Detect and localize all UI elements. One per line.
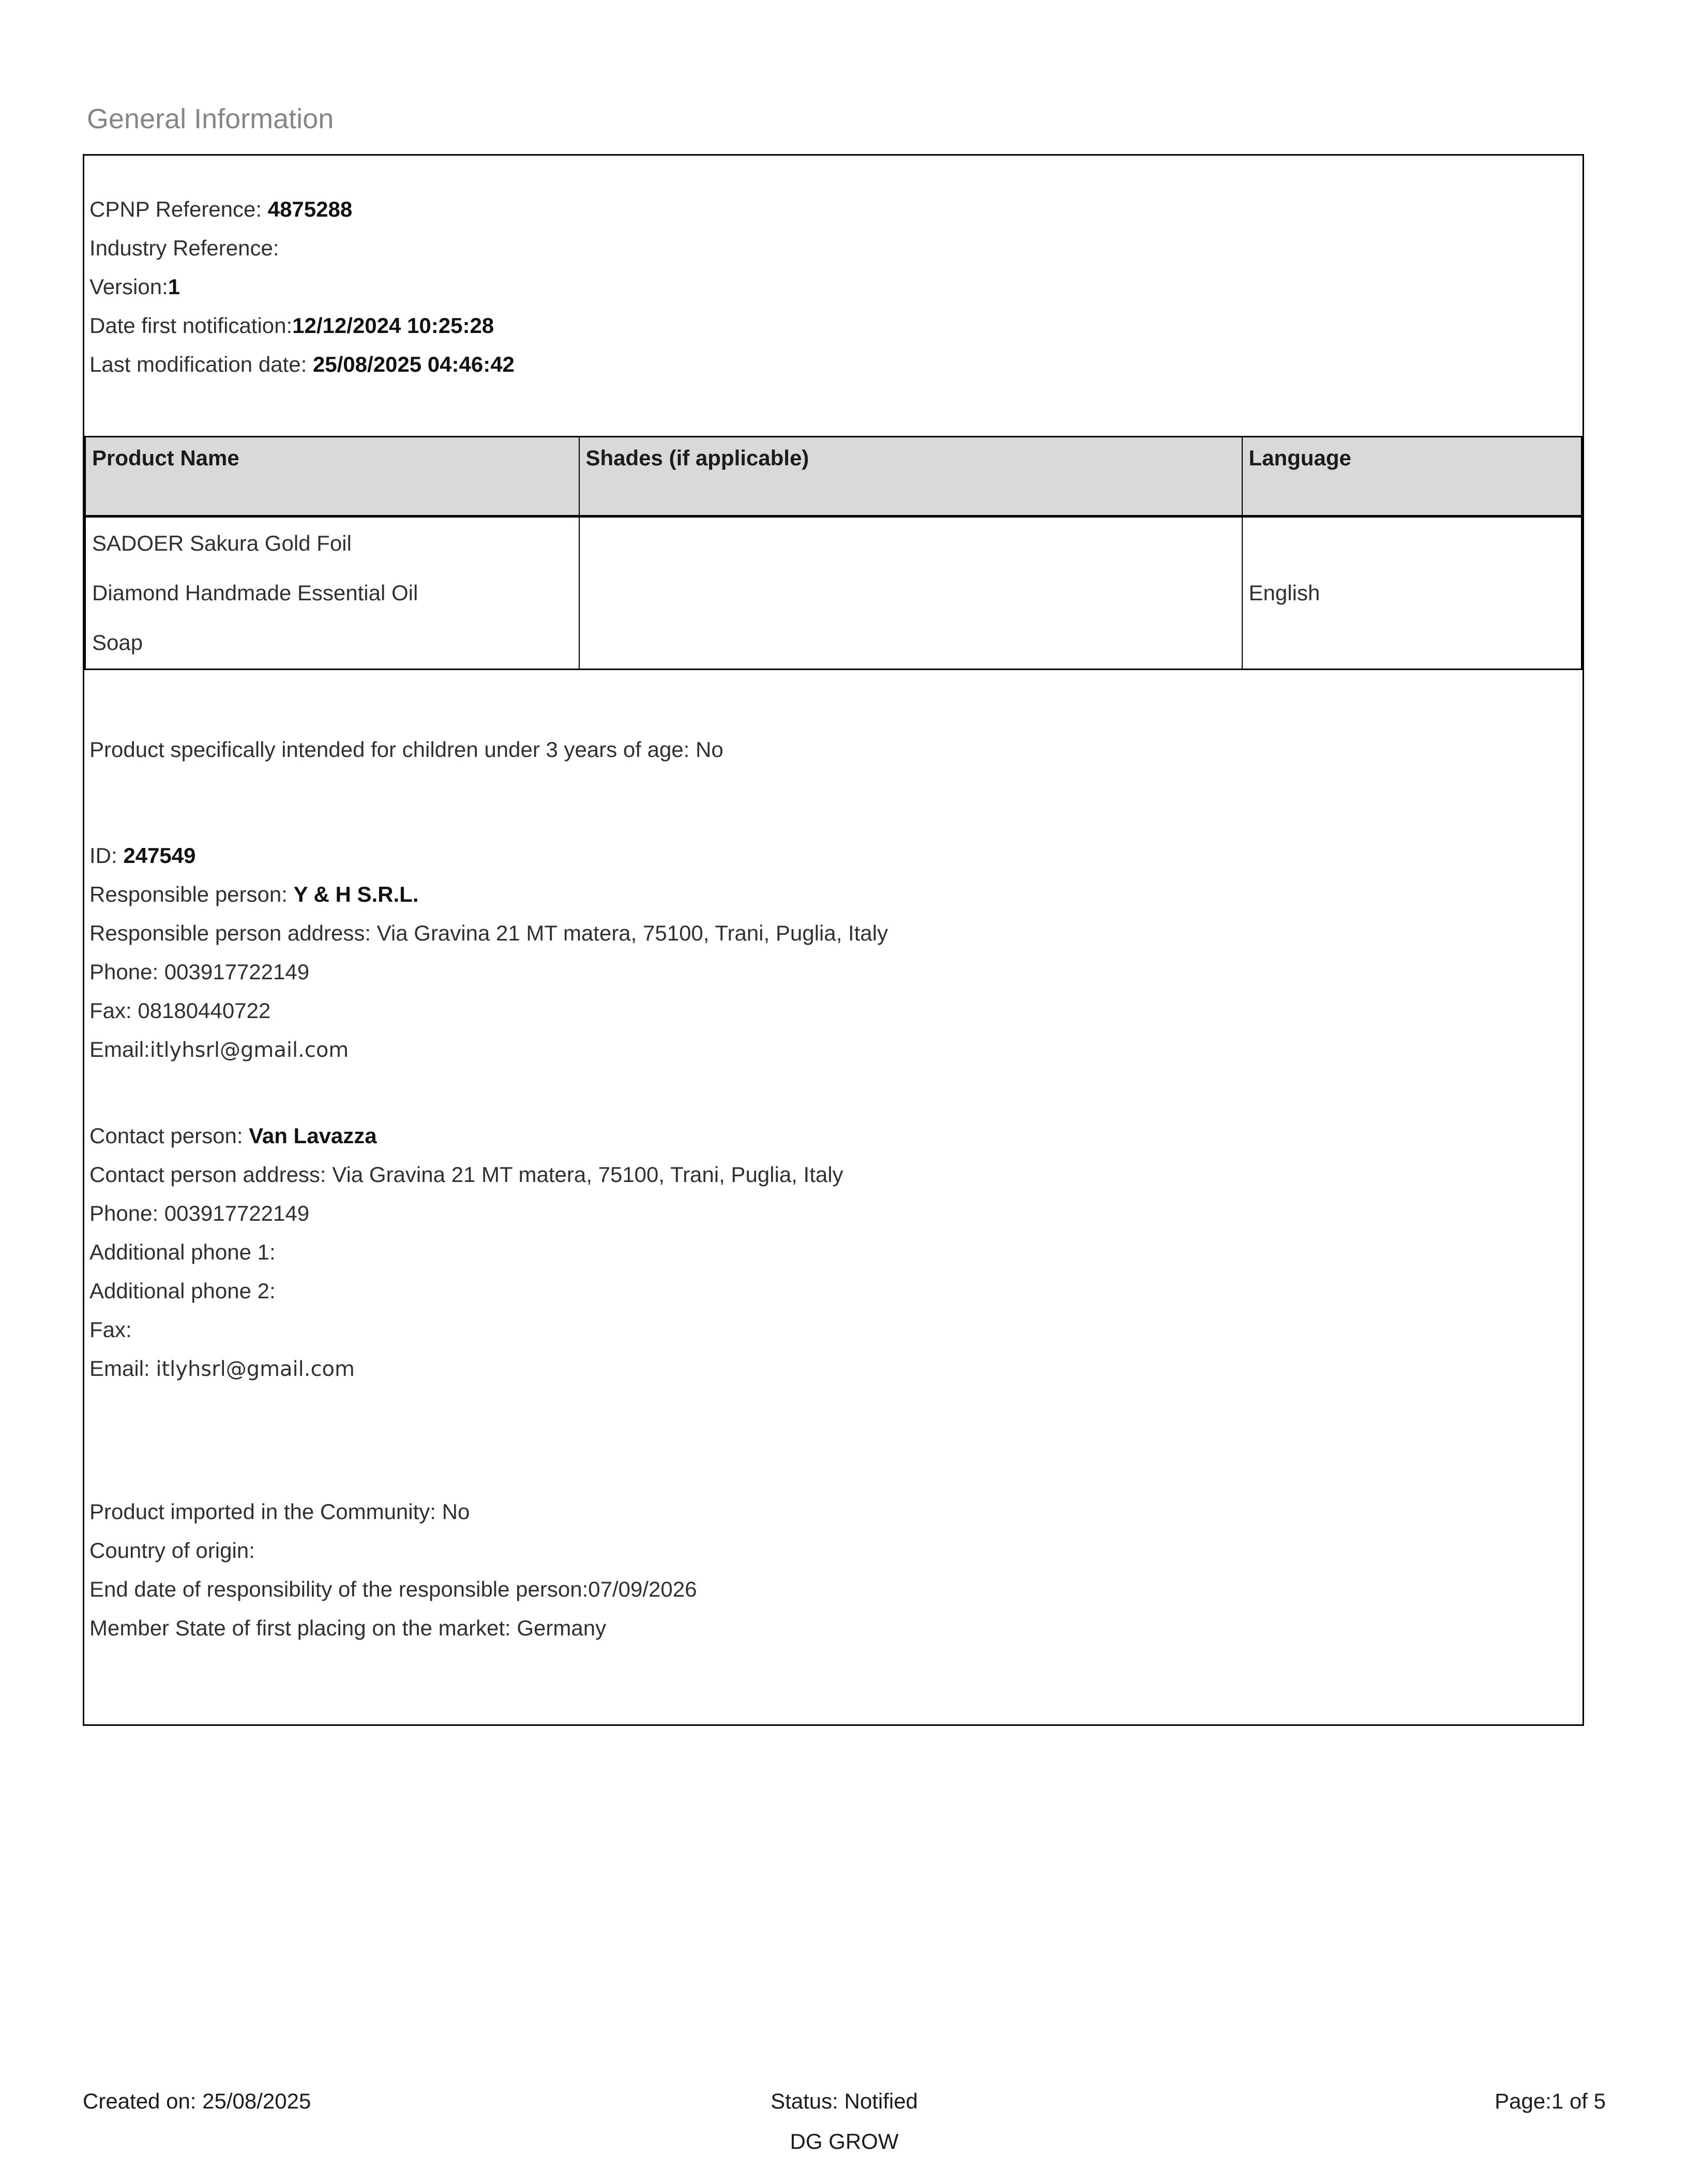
field-label: Industry Reference:	[89, 236, 279, 260]
field-line	[84, 1194, 1583, 1233]
field-label: Contact person:	[89, 1124, 249, 1148]
children-under-3-statement: Product specifically intended for children under 3 years of age: No	[89, 737, 724, 762]
contact-person-block	[84, 1116, 1583, 1389]
field-label: Last modification date:	[89, 352, 313, 376]
field-label: Email:	[89, 1356, 156, 1381]
field-value: itlyhsrl@gmail.com	[156, 1357, 355, 1381]
field-line	[84, 1531, 1583, 1570]
footer-created-on: Created on: 25/08/2025	[83, 2089, 311, 2113]
field-label: ID:	[89, 843, 124, 868]
field-label: Member State of first placing on the market: Germany	[89, 1616, 607, 1640]
language-cell: English	[1242, 517, 1582, 670]
field-label: Responsible person:	[89, 882, 294, 906]
general-information-box	[83, 154, 1584, 1726]
field-label: Version:	[89, 275, 168, 299]
field-line	[84, 875, 1583, 914]
field-line	[84, 229, 1583, 267]
field-value: 4875288	[267, 197, 353, 221]
field-line	[84, 267, 1583, 306]
field-value: Van Lavazza	[249, 1124, 377, 1148]
field-label: Additional phone 1:	[89, 1240, 276, 1264]
column-header-shades: Shades (if applicable)	[579, 437, 1242, 517]
field-label: Phone: 003917722149	[89, 1201, 310, 1225]
field-line	[84, 306, 1583, 345]
field-line	[84, 1155, 1583, 1194]
table-header-row	[85, 437, 1582, 517]
product-name-line: Soap	[92, 630, 143, 655]
table-row	[85, 517, 1582, 670]
field-value: 247549	[123, 843, 196, 868]
field-label: Additional phone 2:	[89, 1279, 276, 1303]
field-line	[84, 914, 1583, 952]
field-line	[84, 952, 1583, 991]
field-line	[84, 1310, 1583, 1349]
product-name-cell	[85, 517, 579, 670]
field-line	[84, 991, 1583, 1030]
field-label: Email:	[89, 1037, 150, 1061]
field-label: Date first notification:	[89, 313, 293, 338]
product-name-line: Diamond Handmade Essential Oil	[92, 581, 418, 605]
field-value: itlyhsrl@gmail.com	[149, 1038, 349, 1062]
field-label: Country of origin:	[89, 1538, 255, 1563]
field-label: Fax:	[89, 1317, 132, 1342]
column-header-product-name: Product Name	[85, 437, 579, 517]
notification-meta-block	[84, 190, 1583, 384]
field-line	[84, 1271, 1583, 1310]
field-line	[84, 190, 1583, 229]
page-title: General Information	[87, 103, 334, 134]
field-label: Product imported in the Community: No	[89, 1499, 470, 1524]
page-footer	[83, 2089, 1606, 2120]
field-value: 12/12/2024 10:25:28	[292, 313, 494, 338]
market-info-block	[84, 1492, 1583, 1647]
field-value: 25/08/2025 04:46:42	[312, 352, 515, 376]
field-line	[84, 1609, 1583, 1647]
field-line	[84, 1349, 1583, 1389]
product-table	[84, 436, 1583, 670]
field-label: Responsible person address: Via Gravina 21 MT matera, 75100, Trani, Puglia, Italy	[89, 921, 888, 945]
field-label: Contact person address: Via Gravina 21 MT matera, 75100, Trani, Puglia, Italy	[89, 1162, 843, 1187]
field-label: Phone: 003917722149	[89, 960, 310, 984]
field-line	[84, 1030, 1583, 1070]
field-label: Fax: 08180440722	[89, 998, 271, 1023]
field-label: CPNP Reference:	[89, 197, 268, 221]
field-line	[84, 1492, 1583, 1531]
footer-status: Status: Notified	[771, 2089, 918, 2113]
footer-org-label: DG GROW	[790, 2129, 899, 2153]
field-line	[84, 1116, 1583, 1155]
shades-cell	[579, 517, 1242, 670]
responsible-person-block	[84, 836, 1583, 1070]
field-label: End date of responsibility of the responsible person:07/09/2026	[89, 1577, 697, 1601]
column-header-language: Language	[1242, 437, 1582, 517]
field-value: 1	[168, 275, 180, 299]
field-line	[84, 836, 1583, 875]
field-line	[84, 1233, 1583, 1271]
product-name-line: SADOER Sakura Gold Foil	[92, 531, 352, 555]
field-line	[84, 1570, 1583, 1609]
field-line	[84, 345, 1583, 384]
footer-page-number: Page:1 of 5	[1495, 2089, 1606, 2113]
field-value: Y & H S.R.L.	[293, 882, 419, 906]
